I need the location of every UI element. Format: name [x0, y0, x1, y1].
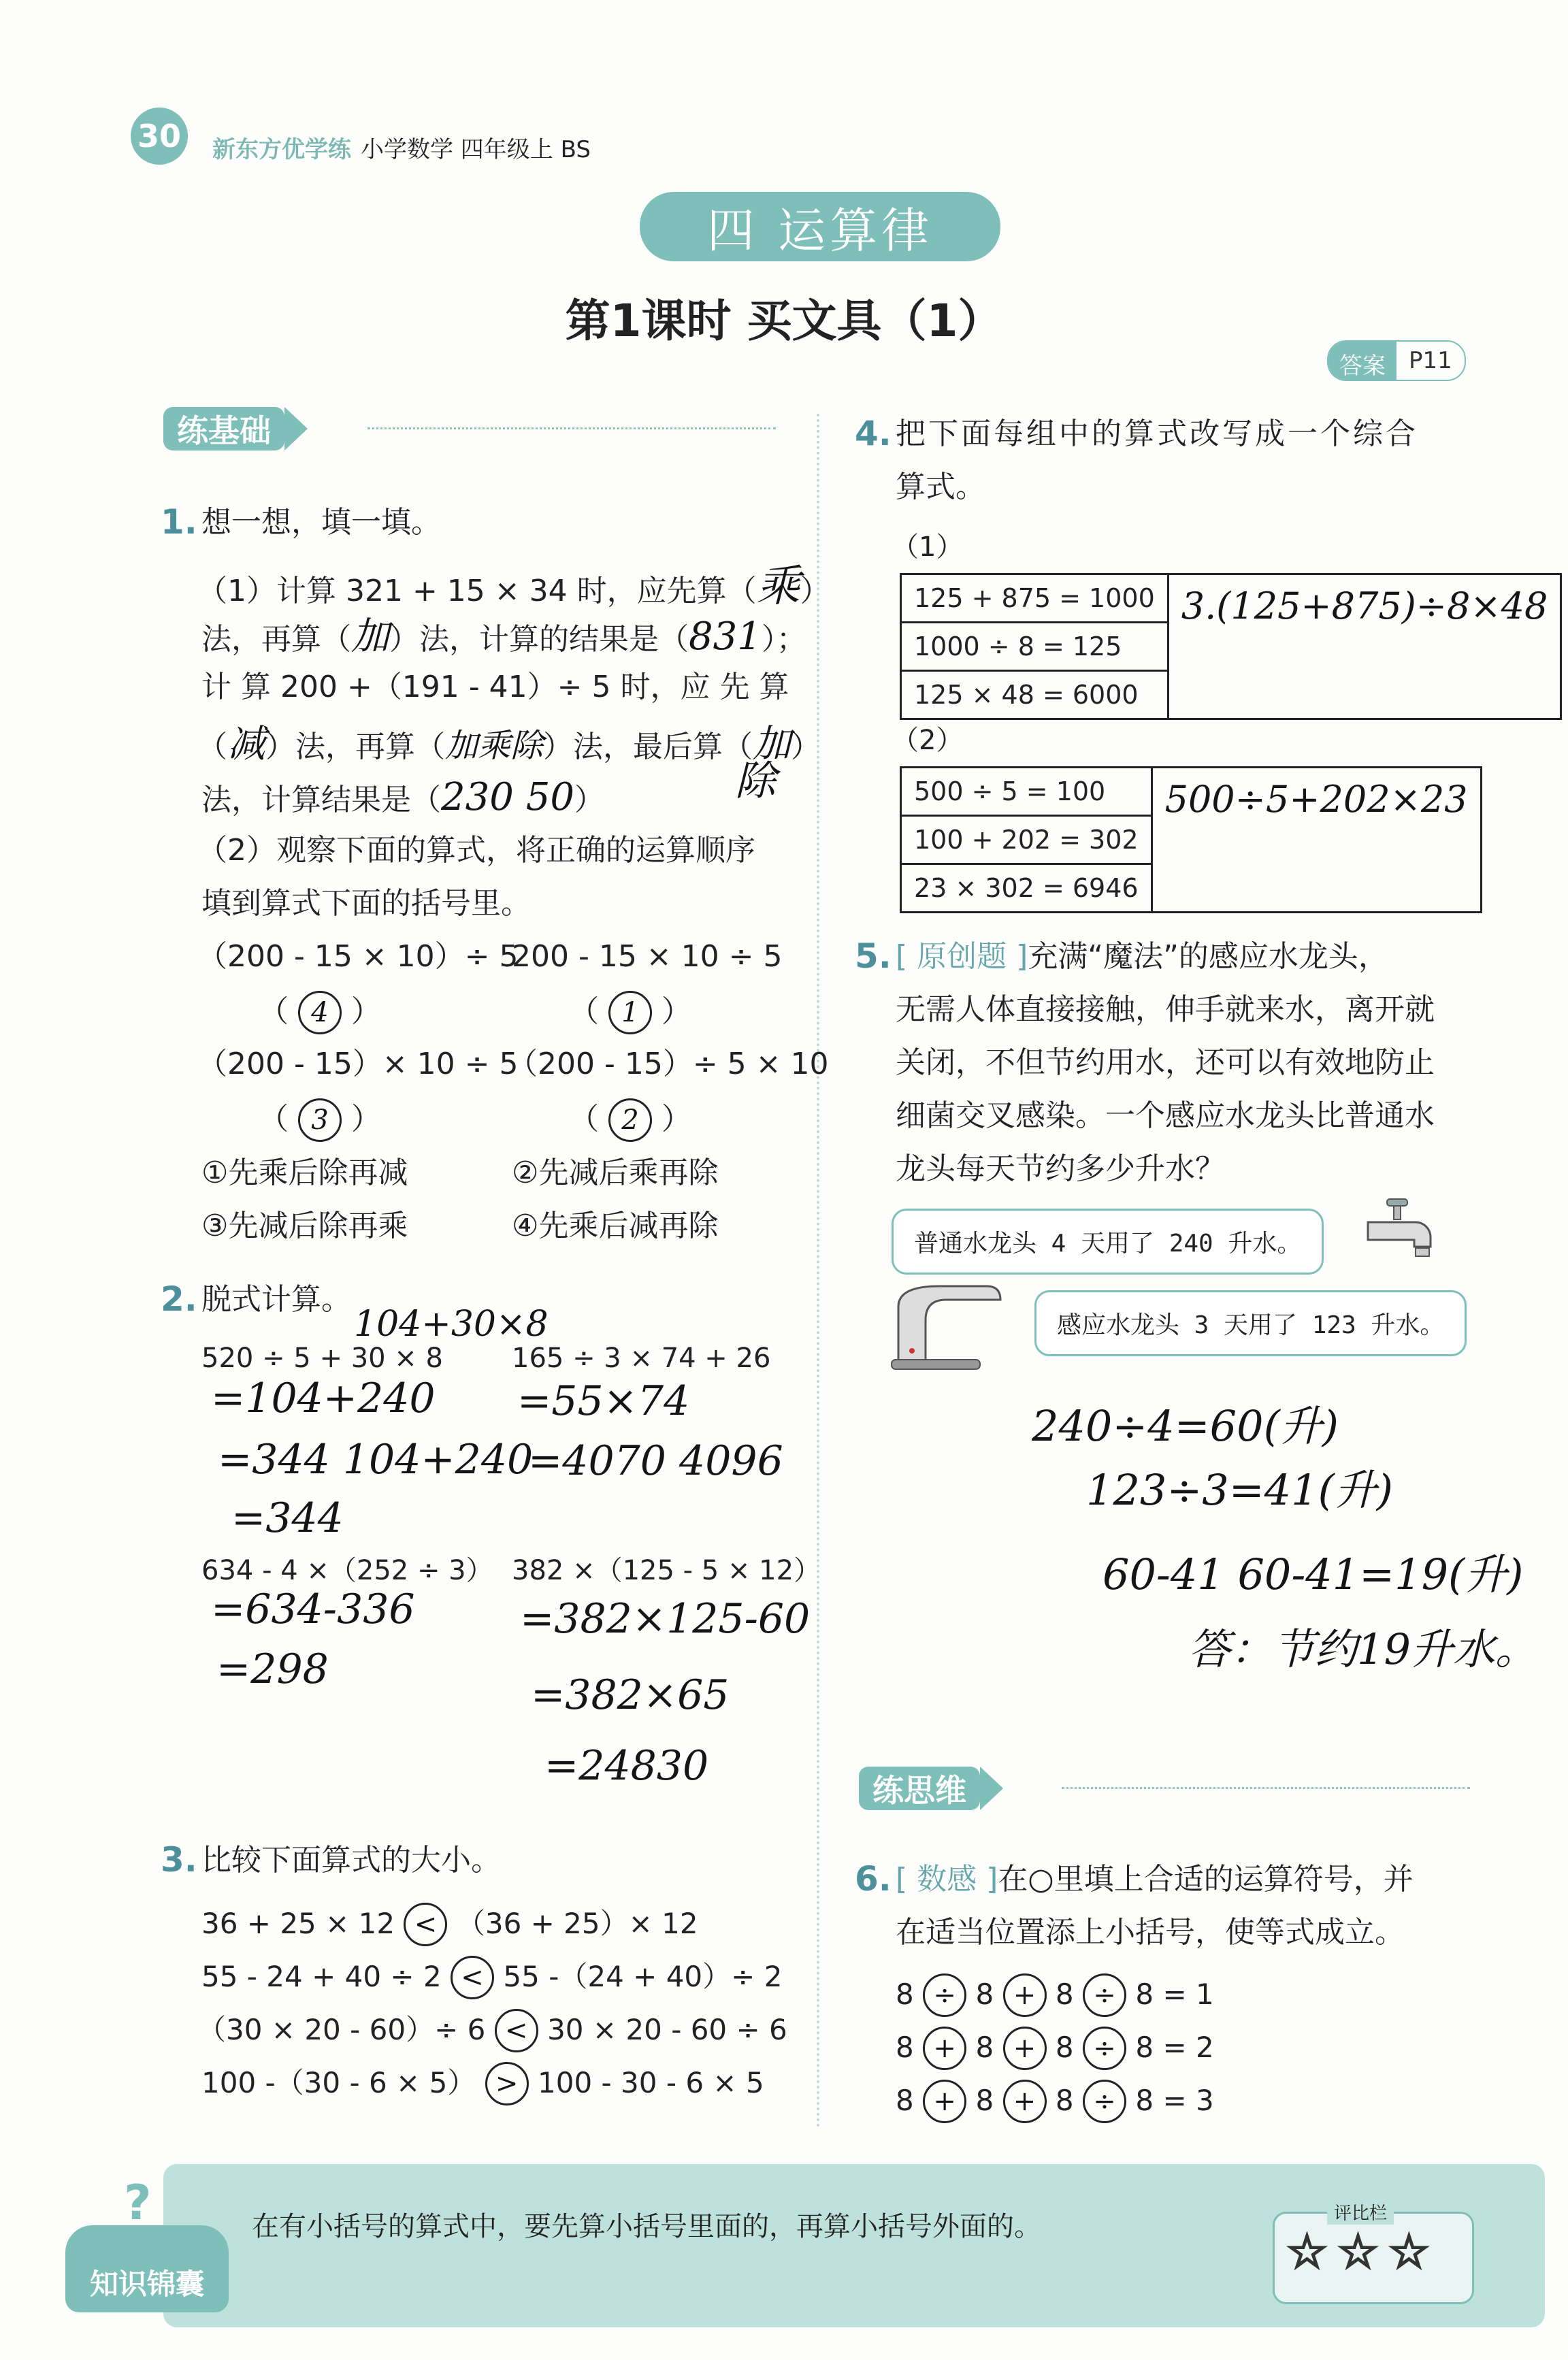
section-divider: [1062, 1787, 1470, 1793]
column-divider: [817, 414, 819, 2129]
brand-name: 新东方优学练: [212, 136, 351, 163]
q1-line5: 法，计算结果是（230 50）: [201, 775, 604, 819]
q2-work-3b: =298: [216, 1645, 329, 1693]
q4-prompt: 把下面每组中的算式改写成一个综合: [896, 416, 1418, 451]
q1-expr-3: （200 - 15）× 10 ÷ 5: [197, 1047, 519, 1081]
q2-work-1b: =104+240: [211, 1375, 436, 1422]
q3-row-1: 36 + 25 × 12 < （36 + 25）× 12: [201, 1903, 698, 1946]
q5-line-5: 龙头每天节约多少升水？: [896, 1151, 1225, 1186]
arrow-icon: [980, 1767, 1003, 1810]
q1-note: 除: [735, 757, 776, 805]
q1-option-1: ①先乘后除再减: [201, 1156, 408, 1190]
q1-answer-mul: 乘: [756, 561, 800, 612]
answer-label: 答案: [1328, 342, 1396, 380]
q6-tag: [ 数感 ]: [896, 1862, 998, 1897]
q1-bracket-4: （ 2 ）: [569, 1098, 691, 1142]
q2-work-2b: =4070 4096: [528, 1437, 783, 1485]
q5-line-3: 关闭，不但节约用水，还可以有效地防止: [896, 1045, 1435, 1080]
q1-expr-4: （200 - 15）÷ 5 × 10: [508, 1047, 829, 1081]
section-thinking-label: 练思维: [859, 1767, 980, 1810]
q5-work-3: 60-41 60-41=19(升): [1102, 1550, 1524, 1599]
q1-option-3: ③先减后除再乘: [201, 1209, 408, 1243]
q1-answer-result2: 230 50: [441, 775, 574, 819]
q2-work-1c: =344 104+240: [218, 1436, 534, 1484]
question-mark-icon: ?: [124, 2175, 152, 2231]
section-basics: [163, 407, 308, 450]
q1-expr-1: （200 - 15 × 10）÷ 5: [197, 939, 519, 974]
unit-title: 四 运算律: [640, 192, 1000, 261]
q1-line3: 计 算 200 +（191 - 41）÷ 5 时，应 先 算: [201, 670, 789, 704]
q6-row-1: 8 ÷ 8 + 8 ÷ 8 = 1: [896, 1973, 1214, 2017]
q2-work-4a: =382×125-60: [520, 1595, 811, 1643]
q5-line-4: 细菌交叉感染。一个感应水龙头比普通水: [896, 1098, 1435, 1133]
q4-part1-label: （1）: [892, 531, 964, 563]
q2-expr-1: 520 ÷ 5 + 30 × 8: [201, 1343, 443, 1374]
q2-work-1d: =344: [231, 1494, 344, 1542]
q4-number: 4.: [855, 414, 892, 453]
q4-table-1: [900, 573, 1562, 720]
q1-line2: 法，再算（加）法，计算的结果是（831）；: [201, 614, 806, 659]
q1-part2: （2）观察下面的算式，将正确的运算顺序: [197, 833, 755, 868]
q1-answer-add: 加: [351, 614, 389, 659]
faucet-icon: [1361, 1195, 1443, 1270]
q5-tag: [ 原创题 ]: [896, 939, 1028, 974]
section-divider: [368, 427, 776, 433]
q1-answer-scribble: 加乘除: [445, 727, 544, 765]
q5-bubble-sensor: 感应水龙头 3 天用了 123 升水。: [1034, 1290, 1467, 1356]
q1-option-2: ②先减后乘再除: [512, 1156, 719, 1190]
tips-label: 知识锦囊: [65, 2225, 229, 2312]
q1-part2b: 填到算式下面的括号里。: [201, 886, 531, 921]
page-number: 30: [131, 108, 188, 165]
q2-number: 2.: [161, 1279, 197, 1319]
q2-prompt: 脱式计算。: [201, 1282, 351, 1317]
q5-work-1: 240÷4=60(升): [1032, 1401, 1339, 1451]
q4-t1-row-1: 125 + 875 = 1000: [901, 574, 1169, 623]
answer-reference: [1327, 340, 1466, 381]
q6-number: 6.: [855, 1859, 892, 1899]
rating-label: 评比栏: [1327, 2199, 1394, 2225]
sensor-faucet-icon: [885, 1279, 1007, 1375]
rating-stars[interactable]: ☆☆☆: [1286, 2225, 1439, 2279]
lesson-title: 第1课时 买文具（1）: [565, 295, 1003, 347]
q4-t2-row-3: 23 × 302 = 6946: [901, 864, 1152, 913]
q3-row-4: 100 -（30 - 6 × 5） > 100 - 30 - 6 × 5: [201, 2062, 764, 2105]
q4-prompt2: 算式。: [896, 470, 985, 504]
answer-page: P11: [1409, 347, 1452, 374]
q5-work-2: 123÷3=41(升): [1086, 1465, 1393, 1515]
q1-option-4: ④先乘后减再除: [512, 1209, 719, 1243]
q4-t2-answer: 500÷5+202×23: [1152, 768, 1481, 913]
q2-expr-4: 382 ×（125 - 5 × 12）: [512, 1555, 821, 1586]
q2-work-3a: =634-336: [211, 1586, 415, 1633]
q2-work-4b: =382×65: [531, 1671, 730, 1719]
q6-row-3: 8 + 8 + 8 ÷ 8 = 3: [896, 2080, 1214, 2123]
q1-line1: （1）计算 321 + 15 × 34 时，应先算（乘）: [197, 561, 830, 612]
q3-row-2: 55 - 24 + 40 ÷ 2 < 55 -（24 + 40）÷ 2: [201, 1956, 782, 1999]
q5-bubble-normal: 普通水龙头 4 天用了 240 升水。: [892, 1209, 1324, 1275]
q1-prompt: 想一想，填一填。: [201, 505, 441, 540]
q1-bracket-1: （ 4 ）: [259, 991, 381, 1034]
q5-number: 5.: [855, 936, 892, 976]
q1-bracket-2: （ 1 ）: [569, 991, 691, 1034]
section-basics-label: 练基础: [163, 407, 284, 450]
q2-expr-2: 165 ÷ 3 × 74 + 26: [512, 1343, 771, 1374]
q2-work-4c: =24830: [544, 1742, 709, 1790]
q3-row-3: （30 × 20 - 60）÷ 6 < 30 × 20 - 60 ÷ 6: [197, 2009, 787, 2052]
q2-work-1a: 104+30×8: [354, 1304, 549, 1345]
section-thinking: [859, 1767, 1003, 1810]
q3-number: 3.: [161, 1840, 197, 1880]
q1-answer-result1: 831: [689, 614, 762, 659]
q1-number: 1.: [161, 502, 197, 542]
q4-part2-label: （2）: [892, 725, 964, 756]
q2-expr-3: 634 - 4 ×（252 ÷ 3）: [201, 1555, 493, 1586]
q2-work-2a: =55×74: [517, 1377, 690, 1425]
q1-answer-sub: 减: [227, 722, 265, 766]
q1-answer-add2: 加: [753, 722, 791, 766]
q1-expr-2: 200 - 15 × 10 ÷ 5: [512, 939, 783, 974]
q3-prompt: 比较下面算式的大小。: [201, 1843, 501, 1878]
book-subject: 小学数学 四年级上 BS: [361, 136, 591, 163]
q5-work-4: 答：节约19升水。: [1188, 1624, 1537, 1674]
q4-t1-row-2: 1000 ÷ 8 = 125: [901, 623, 1169, 671]
q5-line-2: 无需人体直接接触，伸手就来水，离开就: [896, 992, 1435, 1027]
q1-line4: （减）法，再算（加乘除）法，最后算（加）: [197, 722, 821, 766]
q6-line-2: 在适当位置添上小括号，使等式成立。: [896, 1915, 1405, 1950]
q5-line-1: [ 原创题 ]充满“魔法”的感应水龙头，: [896, 939, 1388, 974]
q4-t1-answer: 3.(125+875)÷8×48: [1168, 574, 1561, 719]
q4-t2-row-1: 500 ÷ 5 = 100: [901, 768, 1152, 816]
tip-text: 在有小括号的算式中，要先算小括号里面的，再算小括号外面的。: [252, 2211, 1041, 2242]
q6-row-2: 8 + 8 + 8 ÷ 8 = 2: [896, 2027, 1214, 2070]
q4-t2-row-2: 100 + 202 = 302: [901, 816, 1152, 864]
q4-table-2: [900, 766, 1482, 913]
q4-t1-row-3: 125 × 48 = 6000: [901, 671, 1169, 719]
q1-bracket-3: （ 3 ）: [259, 1098, 381, 1142]
q6-line-1: [ 数感 ]在○里填上合适的运算符号，并: [896, 1862, 1414, 1897]
arrow-icon: [284, 407, 308, 450]
